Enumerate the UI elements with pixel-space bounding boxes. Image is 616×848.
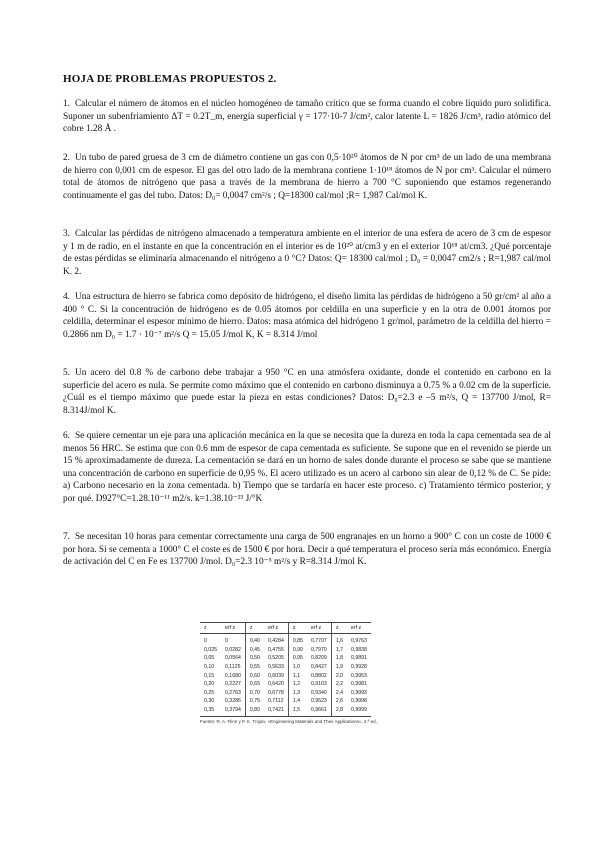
column-header: z bbox=[331, 623, 347, 634]
table-cell: 2,0 bbox=[335, 672, 344, 679]
table-cell: 0,9661 bbox=[307, 706, 331, 717]
table-row bbox=[200, 689, 371, 698]
table-cell: 0,90 bbox=[292, 646, 303, 653]
table-cell: 0,9993 bbox=[351, 689, 367, 696]
table-cell: 0,95 bbox=[292, 655, 303, 662]
table-cell: 0,6778 bbox=[264, 689, 288, 698]
problem-text: Se quiere cementar un eje para una aplicación mecánica en la que se necesita que la dureza en toda la capa cementada sea de al menos 56 HRC. Se estima que con 0.6 mm de espesor de capa cementada es suficiente. Se supone que en el revenido se pierde un 15 % aproximadamente de dureza. La cementación se dará en un horno de sales donde durante el proceso se sabe que se mantiene una concentración de carbono en superficie de 0,95 %. El acero utilizado es un acero al carbono sin alear de 0,12 % de C. Se pide: a) Carbono necesario en la zona cementada. b) Tiempo que se tardaría en hacer este proceso. c) Tratamiento térmico posterior, y por qué. D927°C=1.28.10⁻¹¹ m2/s. k=1.38.10⁻²³ J/°K bbox=[63, 431, 551, 504]
problem-text: Se necesitan 10 horas para cementar correctamente una carga de 500 engranajes en un horno a 900° C con un coste de 1000 € por hora. Si se cementa a 1000° C el coste es de 1500 € por hora. Decir a qué temperatura el proceso sería más económico. Energía de activación del C en Fe es 137700 J/mol. D₀=2.3 10⁻⁵ m²/s y R=8.314 J/mol K. bbox=[63, 532, 551, 568]
problem-4 bbox=[63, 291, 551, 341]
column-header: erf z bbox=[264, 623, 288, 634]
table-cell: 1,4 bbox=[292, 698, 301, 705]
table-cell: 0,8427 bbox=[307, 663, 331, 672]
table-cell: 0,10 bbox=[204, 664, 215, 671]
table-cell: 0,15 bbox=[204, 672, 215, 679]
table-row bbox=[200, 697, 371, 706]
table-source: Fuente: R. A. Flinn y P. K. Trojan, «Engineering Materials and Their Applications», 2.ª ed., bbox=[200, 719, 379, 725]
table-cell: 1,3 bbox=[292, 689, 301, 696]
table-row bbox=[200, 654, 371, 663]
erf-table-body bbox=[200, 634, 371, 717]
table-cell: 0,9981 bbox=[351, 681, 367, 688]
problem-1 bbox=[63, 98, 551, 136]
table-row bbox=[200, 706, 371, 717]
table-cell: 0,7707 bbox=[307, 634, 331, 646]
table-row bbox=[200, 680, 371, 689]
table-cell: 0,1680 bbox=[221, 671, 245, 680]
table-cell: 0,9953 bbox=[351, 672, 367, 679]
column-header: z bbox=[288, 623, 307, 634]
table-cell: 1,6 bbox=[335, 638, 344, 645]
table-cell: 0 bbox=[221, 634, 245, 646]
problem-number: 5. bbox=[63, 368, 70, 378]
problem-number: 6. bbox=[63, 431, 70, 441]
problem-number: 3. bbox=[63, 229, 70, 239]
table-cell: 0,025 bbox=[204, 646, 217, 653]
table-cell: 0,9103 bbox=[307, 680, 331, 689]
erf-table bbox=[200, 622, 371, 717]
table-cell: 0,6039 bbox=[264, 671, 288, 680]
table-cell: 0,2763 bbox=[221, 689, 245, 698]
table-cell: 0,0564 bbox=[221, 654, 245, 663]
table-cell: 0,9998 bbox=[351, 698, 367, 705]
table-cell: 0,45 bbox=[249, 646, 260, 653]
column-header: z bbox=[245, 623, 264, 634]
problem-6 bbox=[63, 430, 551, 506]
table-cell: 0,75 bbox=[249, 698, 260, 705]
table-header-row bbox=[200, 623, 371, 634]
table-row bbox=[200, 634, 371, 646]
table-cell: 0,9999 bbox=[347, 706, 371, 717]
column-header: erf z bbox=[347, 623, 371, 634]
table-cell: 0,20 bbox=[204, 681, 215, 688]
table-cell: 1,8 bbox=[335, 655, 344, 662]
table-cell: 0,9928 bbox=[351, 664, 367, 671]
table-cell: 0,2227 bbox=[221, 680, 245, 689]
table-cell: 0,9838 bbox=[351, 646, 367, 653]
table-cell: 0,8802 bbox=[307, 671, 331, 680]
column-header: z bbox=[200, 623, 221, 634]
table-cell: 2,8 bbox=[331, 706, 347, 717]
table-cell: 0,80 bbox=[245, 706, 264, 717]
problem-7 bbox=[63, 531, 551, 569]
table-cell: 0,7970 bbox=[307, 646, 331, 655]
table-cell: 2,6 bbox=[335, 698, 344, 705]
problem-text: Un acero del 0.8 % de carbono debe trabajar a 950 °C en una atmósfera oxidante, donde el contenido en carbono en la superficie del acero es nula. Se permite como máximo que el contenido en carbono disminuya a 0.75 % a 0.02 cm de la superficie. ¿Cuál es el tiempo máximo que puede estar la pieza en estas condiciones? Datos: D₀=2.3 e –5 m²/s, Q = 137700 J/mol, R= 8.314J/mol K. bbox=[63, 368, 551, 416]
problem-5 bbox=[63, 367, 551, 417]
table-cell: 0,7421 bbox=[264, 706, 288, 717]
table-cell: 1,1 bbox=[292, 672, 301, 679]
table-cell: 0,05 bbox=[204, 655, 215, 662]
table-cell: 0,55 bbox=[249, 664, 260, 671]
table-cell: 0,9340 bbox=[307, 689, 331, 698]
table-cell: 1,5 bbox=[288, 706, 307, 717]
table-cell: 0,6420 bbox=[264, 680, 288, 689]
table-cell: 0,4284 bbox=[264, 634, 288, 646]
table-cell: 0,35 bbox=[200, 706, 221, 717]
problem-text: Calcular el número de átomos en el núcleo homogéneo de tamaño crítico que se forma cuando el cobre líquido puro solidifica. Suponer un subenfriamiento ΔT = 0.2T_m, energía superficial γ = 177·10-7 J/cm², calor latente L = 1826 J/cm³, radio atómico del cobre 1.28 Å . bbox=[63, 99, 551, 135]
table-cell: 2,4 bbox=[335, 689, 344, 696]
table-cell: 0,9523 bbox=[307, 697, 331, 706]
table-cell: 0,50 bbox=[249, 655, 260, 662]
problem-text: Calcular las pérdidas de nitrógeno almacenado a temperatura ambiente en el interior de una esfera de acero de 3 cm de espesor y 1 m de radio, en el instante en que la concentración en el interior es de 10²⁰ at/cm3 y en el exterior 10¹⁸ at/cm3. ¿Qué porcentaje de estas pérdidas se eliminaría almacenando el nitrógeno a 0 °C? Datos: Q= 18300 cal/mol ; D₀ = 0,0047 cm2/s ; R=1,987 cal/mol K. 2. bbox=[63, 229, 551, 277]
table-cell: 0,70 bbox=[249, 689, 260, 696]
problem-3 bbox=[63, 228, 551, 278]
table-cell: 0,0282 bbox=[221, 646, 245, 655]
table-cell: 0,60 bbox=[249, 672, 260, 679]
table-row bbox=[200, 663, 371, 672]
table-cell: 0,3286 bbox=[221, 697, 245, 706]
table-cell: 0,65 bbox=[249, 681, 260, 688]
problem-2 bbox=[63, 152, 551, 202]
table-cell: 1,2 bbox=[292, 681, 301, 688]
table-cell: 0,8209 bbox=[307, 654, 331, 663]
problem-number: 4. bbox=[63, 292, 70, 302]
table-cell: 0,30 bbox=[204, 698, 215, 705]
table-cell: 0,40 bbox=[249, 638, 260, 645]
table-cell: 1,7 bbox=[335, 646, 344, 653]
table-row bbox=[200, 646, 371, 655]
problem-number: 2. bbox=[63, 153, 70, 163]
table-cell: 1,9 bbox=[335, 664, 344, 671]
table-cell: 0,7112 bbox=[264, 697, 288, 706]
column-header: erf z bbox=[221, 623, 245, 634]
problem-text: Una estructura de hierro se fabrica como depósito de hidrógeno, el diseño limita las pérdidas de hidrógeno a 50 gr/cm² al año a 400 ° C. Si la concentración de hidrógeno es de 0.05 átomos por celdilla en una superficie y en la otra de 0.001 átomos por celdilla, determinar el espesor mínimo de hierro. Datos: masa atómica del hidrógeno 1 gr/mol, parámetro de la celdilla del hierro = 0.2866 nm D₀ = 1.7 · 10⁻⁷ m²/s Q = 15.05 J/mol K, K = 8.314 J/mol bbox=[63, 292, 551, 340]
problem-number: 7. bbox=[63, 532, 70, 542]
problem-number: 1. bbox=[63, 99, 70, 109]
table-cell: 0,85 bbox=[292, 638, 303, 645]
table-cell: 2,2 bbox=[335, 681, 344, 688]
table-cell: 0,3794 bbox=[221, 706, 245, 717]
table-cell: 0,9763 bbox=[351, 638, 367, 645]
table-cell: 0,1125 bbox=[221, 663, 245, 672]
table-cell: 0,5205 bbox=[264, 654, 288, 663]
table-cell: 1,0 bbox=[292, 664, 301, 671]
table-row bbox=[200, 671, 371, 680]
erf-table-figure bbox=[200, 622, 585, 724]
table-cell: 0,5633 bbox=[264, 663, 288, 672]
problem-text: Un tubo de pared gruesa de 3 cm de diámetro contiene un gas con 0,5·10²⁰ átomos de N por cm³ de un lado de una membrana de hierro con 0,001 cm de espesor. El gas del otro lado de la membrana contiene 1·10¹⁸ átomos de N por cm³. Calcular el número total de átomos de nitrógeno que pasa a través de la membrana de hierro a 700 °C suponiendo que estamos regenerando continuamente el gas del tubo. Datos: D₀= 0,0047 cm²/s ; Q=18300 cal/mol ;R= 1,987 Cal/mol K. bbox=[63, 153, 551, 201]
table-cell: 0,4755 bbox=[264, 646, 288, 655]
page-title: HOJA DE PROBLEMAS PROPUESTOS 2. bbox=[63, 73, 277, 85]
table-cell: 0,9891 bbox=[351, 655, 367, 662]
table-cell: 0,25 bbox=[204, 689, 215, 696]
table-cell: 0 bbox=[204, 638, 207, 645]
column-header: erf z bbox=[307, 623, 331, 634]
